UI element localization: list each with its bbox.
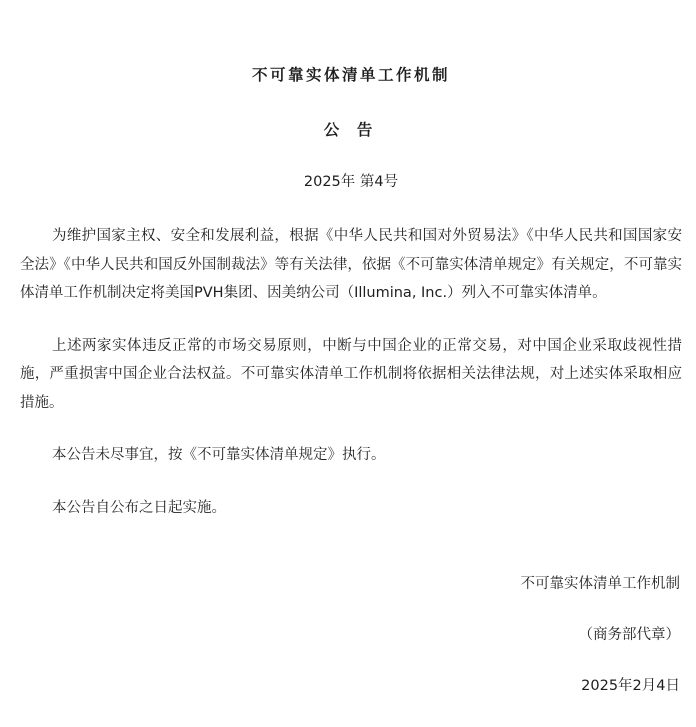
body-paragraph-reasons: 上述两家实体违反正常的市场交易原则，中断与中国企业的正常交易，对中国企业采取歧视性措施，严重损害中国企业合法权益。不可靠实体清单工作机制将依据相关法律法规，对上述实体采取相应措施。 [20,337,682,411]
document-type-heading: 公 告 [323,121,379,139]
issuer-title: 不可靠实体清单工作机制 [251,66,450,84]
signature-block [20,570,682,700]
body-paragraph-effective-date: 本公告自公布之日起实施。 [52,499,226,516]
signature-issuer: 不可靠实体清单工作机制 [520,576,680,592]
signature-seal-note: （商务部代章） [578,627,680,643]
body-paragraph-listing-decision: 为维护国家主权、安全和发展利益，根据《中华人民共和国对外贸易法》《中华人民共和国国家安全法》《中华人民共和国反外国制裁法》等有关法律，依据《不可靠实体清单规定》有关规定，不可靠实体清单工作机制决定将美国PVH集团、因美纳公司（Illumina, Inc.）列入不可靠实体清单。 [20,228,682,301]
signature-date: 2025年2月4日 [581,678,680,694]
body-paragraph-matters-not-covered: 本公告未尽事宜，按《不可靠实体清单规定》执行。 [52,447,386,463]
document-number: 2025年 第4号 [303,174,399,190]
announcement-body [20,222,682,522]
